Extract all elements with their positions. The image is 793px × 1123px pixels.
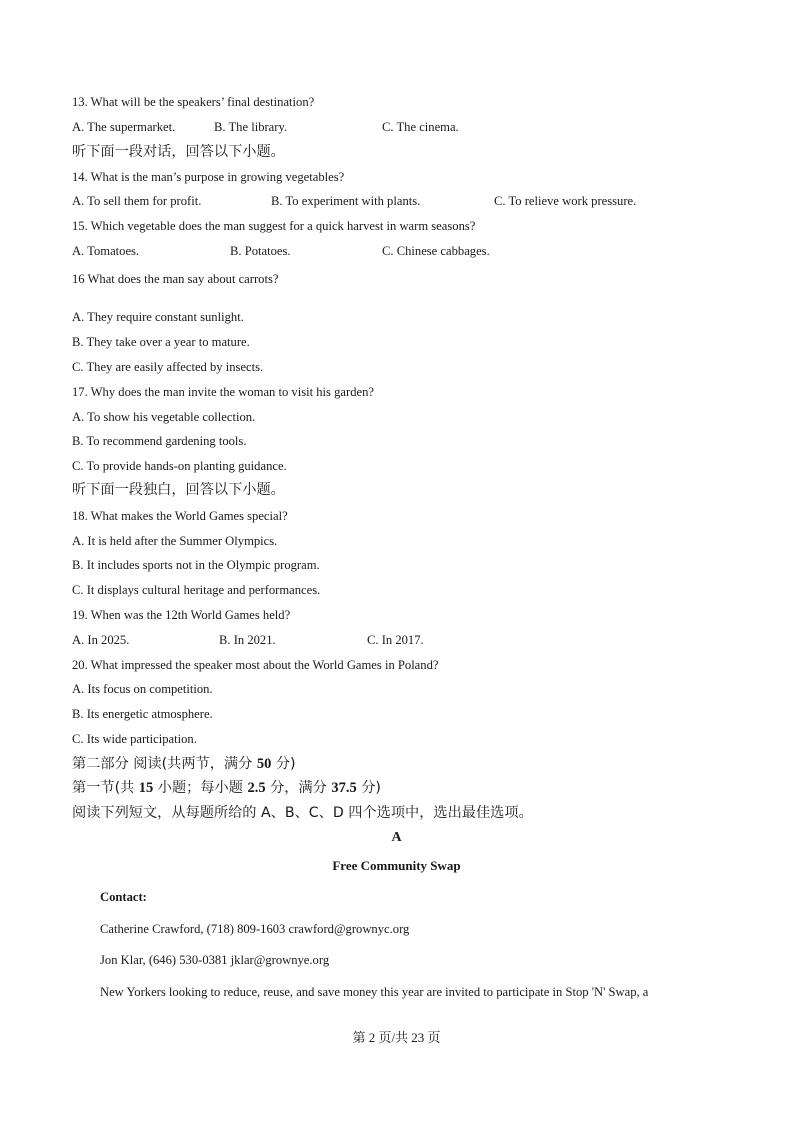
question-20-option-a: A. Its focus on competition. <box>72 682 213 696</box>
question-16-option-c: C. They are easily affected by insects. <box>72 360 264 374</box>
question-18-option-a: A. It is held after the Summer Olympics. <box>72 534 278 548</box>
question-20-stem: 20. What impressed the speaker most about the World Games in Poland? <box>72 658 439 672</box>
passage-body-line: New Yorkers looking to reduce, reuse, and save money this year are invited to participate in Stop 'N' Swap, a <box>100 985 649 999</box>
section-one-mid1: 小题；每小题 <box>153 780 248 796</box>
part-two-heading <box>72 755 296 773</box>
question-15-option-c: C. Chinese cabbages. <box>382 244 490 258</box>
contact-heading: Contact: <box>100 890 147 904</box>
question-20-option-b: B. Its energetic atmosphere. <box>72 707 213 721</box>
section-one-suffix: 分) <box>356 780 381 796</box>
question-17-option-b: B. To recommend gardening tools. <box>72 434 247 448</box>
question-18-option-b: B. It includes sports not in the Olympic program. <box>72 558 320 572</box>
question-18-stem: 18. What makes the World Games special? <box>72 509 288 523</box>
reading-instruction: 阅读下列短文，从每题所给的 A、B、C、D 四个选项中，选出最佳选项。 <box>72 805 533 821</box>
section-one-total: 37.5 <box>331 780 357 796</box>
question-17-option-c: C. To provide hands-on planting guidance. <box>72 459 287 473</box>
question-14-stem: 14. What is the man’s purpose in growing vegetables? <box>72 170 345 184</box>
contact-line-2: Jon Klar, (646) 530-0381 jklar@grownye.org <box>100 953 330 967</box>
section-one-heading <box>72 779 381 797</box>
question-13-option-a: A. The supermarket. <box>72 120 176 134</box>
question-14-option-c: C. To relieve work pressure. <box>494 194 637 208</box>
question-13-stem: 13. What will be the speakers’ final destination? <box>72 95 315 109</box>
passage-title: Free Community Swap <box>332 858 461 873</box>
section-one-prefix: 第一节(共 <box>72 780 139 796</box>
contact-line-1: Catherine Crawford, (718) 809-1603 crawford@grownyc.org <box>100 922 410 936</box>
part-two-score: 50 <box>256 756 272 772</box>
section-one-mid2: 分，满分 <box>265 780 332 796</box>
question-19-stem: 19. When was the 12th World Games held? <box>72 608 291 622</box>
part-two-suffix: 分) <box>271 756 296 772</box>
question-19-option-c: C. In 2017. <box>367 633 424 647</box>
question-14-option-a: A. To sell them for profit. <box>72 194 202 208</box>
question-15-option-a: A. Tomatoes. <box>72 244 140 258</box>
question-14-option-b: B. To experiment with plants. <box>271 194 421 208</box>
question-13-option-c: C. The cinema. <box>382 120 459 134</box>
question-19-option-b: B. In 2021. <box>219 633 276 647</box>
page-footer: 第 2 页/共 23 页 <box>352 1030 441 1045</box>
instruction-monologue: 听下面一段独白，回答以下小题。 <box>72 482 285 498</box>
question-18-option-c: C. It displays cultural heritage and performances. <box>72 583 321 597</box>
question-17-stem: 17. Why does the man invite the woman to visit his garden? <box>72 385 374 399</box>
question-16-option-b: B. They take over a year to mature. <box>72 335 250 349</box>
question-13-option-b: B. The library. <box>214 120 288 134</box>
question-20-option-c: C. Its wide participation. <box>72 732 197 746</box>
question-19-option-a: A. In 2025. <box>72 633 130 647</box>
question-15-stem: 15. Which vegetable does the man suggest for a quick harvest in warm seasons? <box>72 219 476 233</box>
instruction-dialogue: 听下面一段对话，回答以下小题。 <box>72 144 285 160</box>
question-16-stem: 16 What does the man say about carrots? <box>72 272 279 286</box>
passage-letter: A <box>391 830 402 845</box>
question-16-option-a: A. They require constant sunlight. <box>72 310 244 324</box>
question-17-option-a: A. To show his vegetable collection. <box>72 410 256 424</box>
question-15-option-b: B. Potatoes. <box>230 244 291 258</box>
section-one-count: 15 <box>138 780 154 796</box>
part-two-prefix: 第二部分 阅读(共两节，满分 <box>72 756 257 772</box>
section-one-each: 2.5 <box>247 780 266 796</box>
